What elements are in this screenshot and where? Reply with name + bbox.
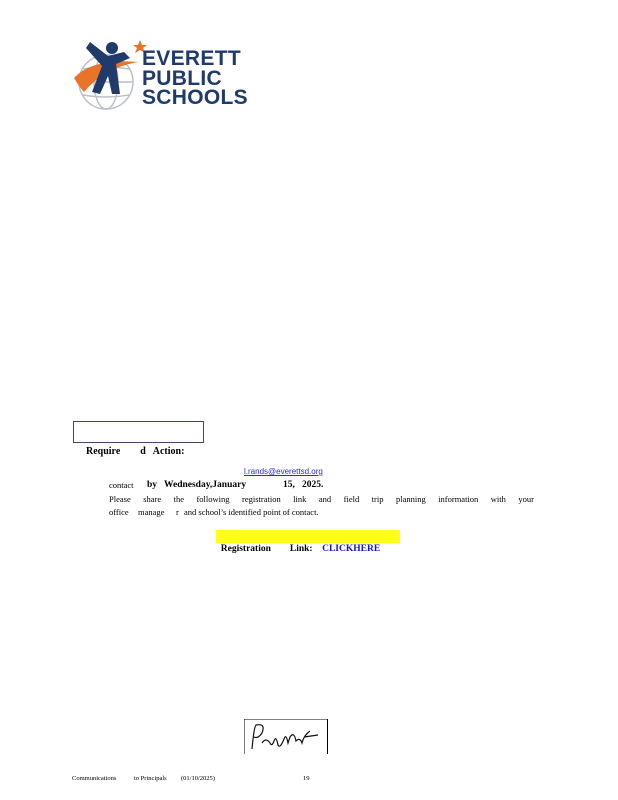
registration-label: Registration Link:	[220, 544, 323, 554]
word: registration	[241, 494, 281, 504]
word: planning	[395, 494, 426, 504]
registration-line	[216, 530, 400, 554]
email-link[interactable]: l.rands@everettsd.org	[244, 467, 323, 476]
required-action-label: Require d Action:	[86, 446, 185, 457]
signature-image	[244, 719, 328, 755]
word: and	[318, 494, 332, 504]
word: trip	[371, 494, 384, 504]
footer-date: (01/10/2025)	[181, 775, 215, 782]
registration-link[interactable]: CLICKHERE	[322, 544, 381, 554]
word: your	[518, 494, 534, 504]
word: the	[173, 494, 184, 504]
word: share	[143, 494, 162, 504]
deadline-date: 15, 2025.	[283, 480, 324, 490]
para2-rest: and school’s identified point of contact.	[184, 507, 319, 517]
word: Please	[109, 494, 131, 504]
word: link	[293, 494, 307, 504]
logo-line-3: SCHOOLS	[142, 86, 248, 109]
footer-page-number: 19	[303, 775, 310, 782]
word: with	[490, 494, 506, 504]
logo-line-1: EVERETT	[142, 47, 241, 70]
para2-word-3: r	[176, 507, 179, 517]
required-action-box	[73, 421, 204, 457]
footer-audience: to Principals	[134, 775, 167, 782]
word: field	[343, 494, 360, 504]
footer-left: Communications	[72, 775, 117, 782]
word: information	[438, 494, 479, 504]
para2-word-1: office	[109, 507, 129, 517]
deadline-contact: contact	[109, 480, 134, 490]
paragraph-line-1	[109, 494, 534, 504]
logo-wordmark	[142, 49, 248, 108]
deadline-by: by	[147, 480, 158, 490]
deadline-weekday: Wednesday,January	[164, 480, 247, 490]
logo-line-2: PUBLIC	[142, 66, 222, 90]
para2-word-2: manage	[138, 507, 165, 517]
word: following	[196, 494, 230, 504]
